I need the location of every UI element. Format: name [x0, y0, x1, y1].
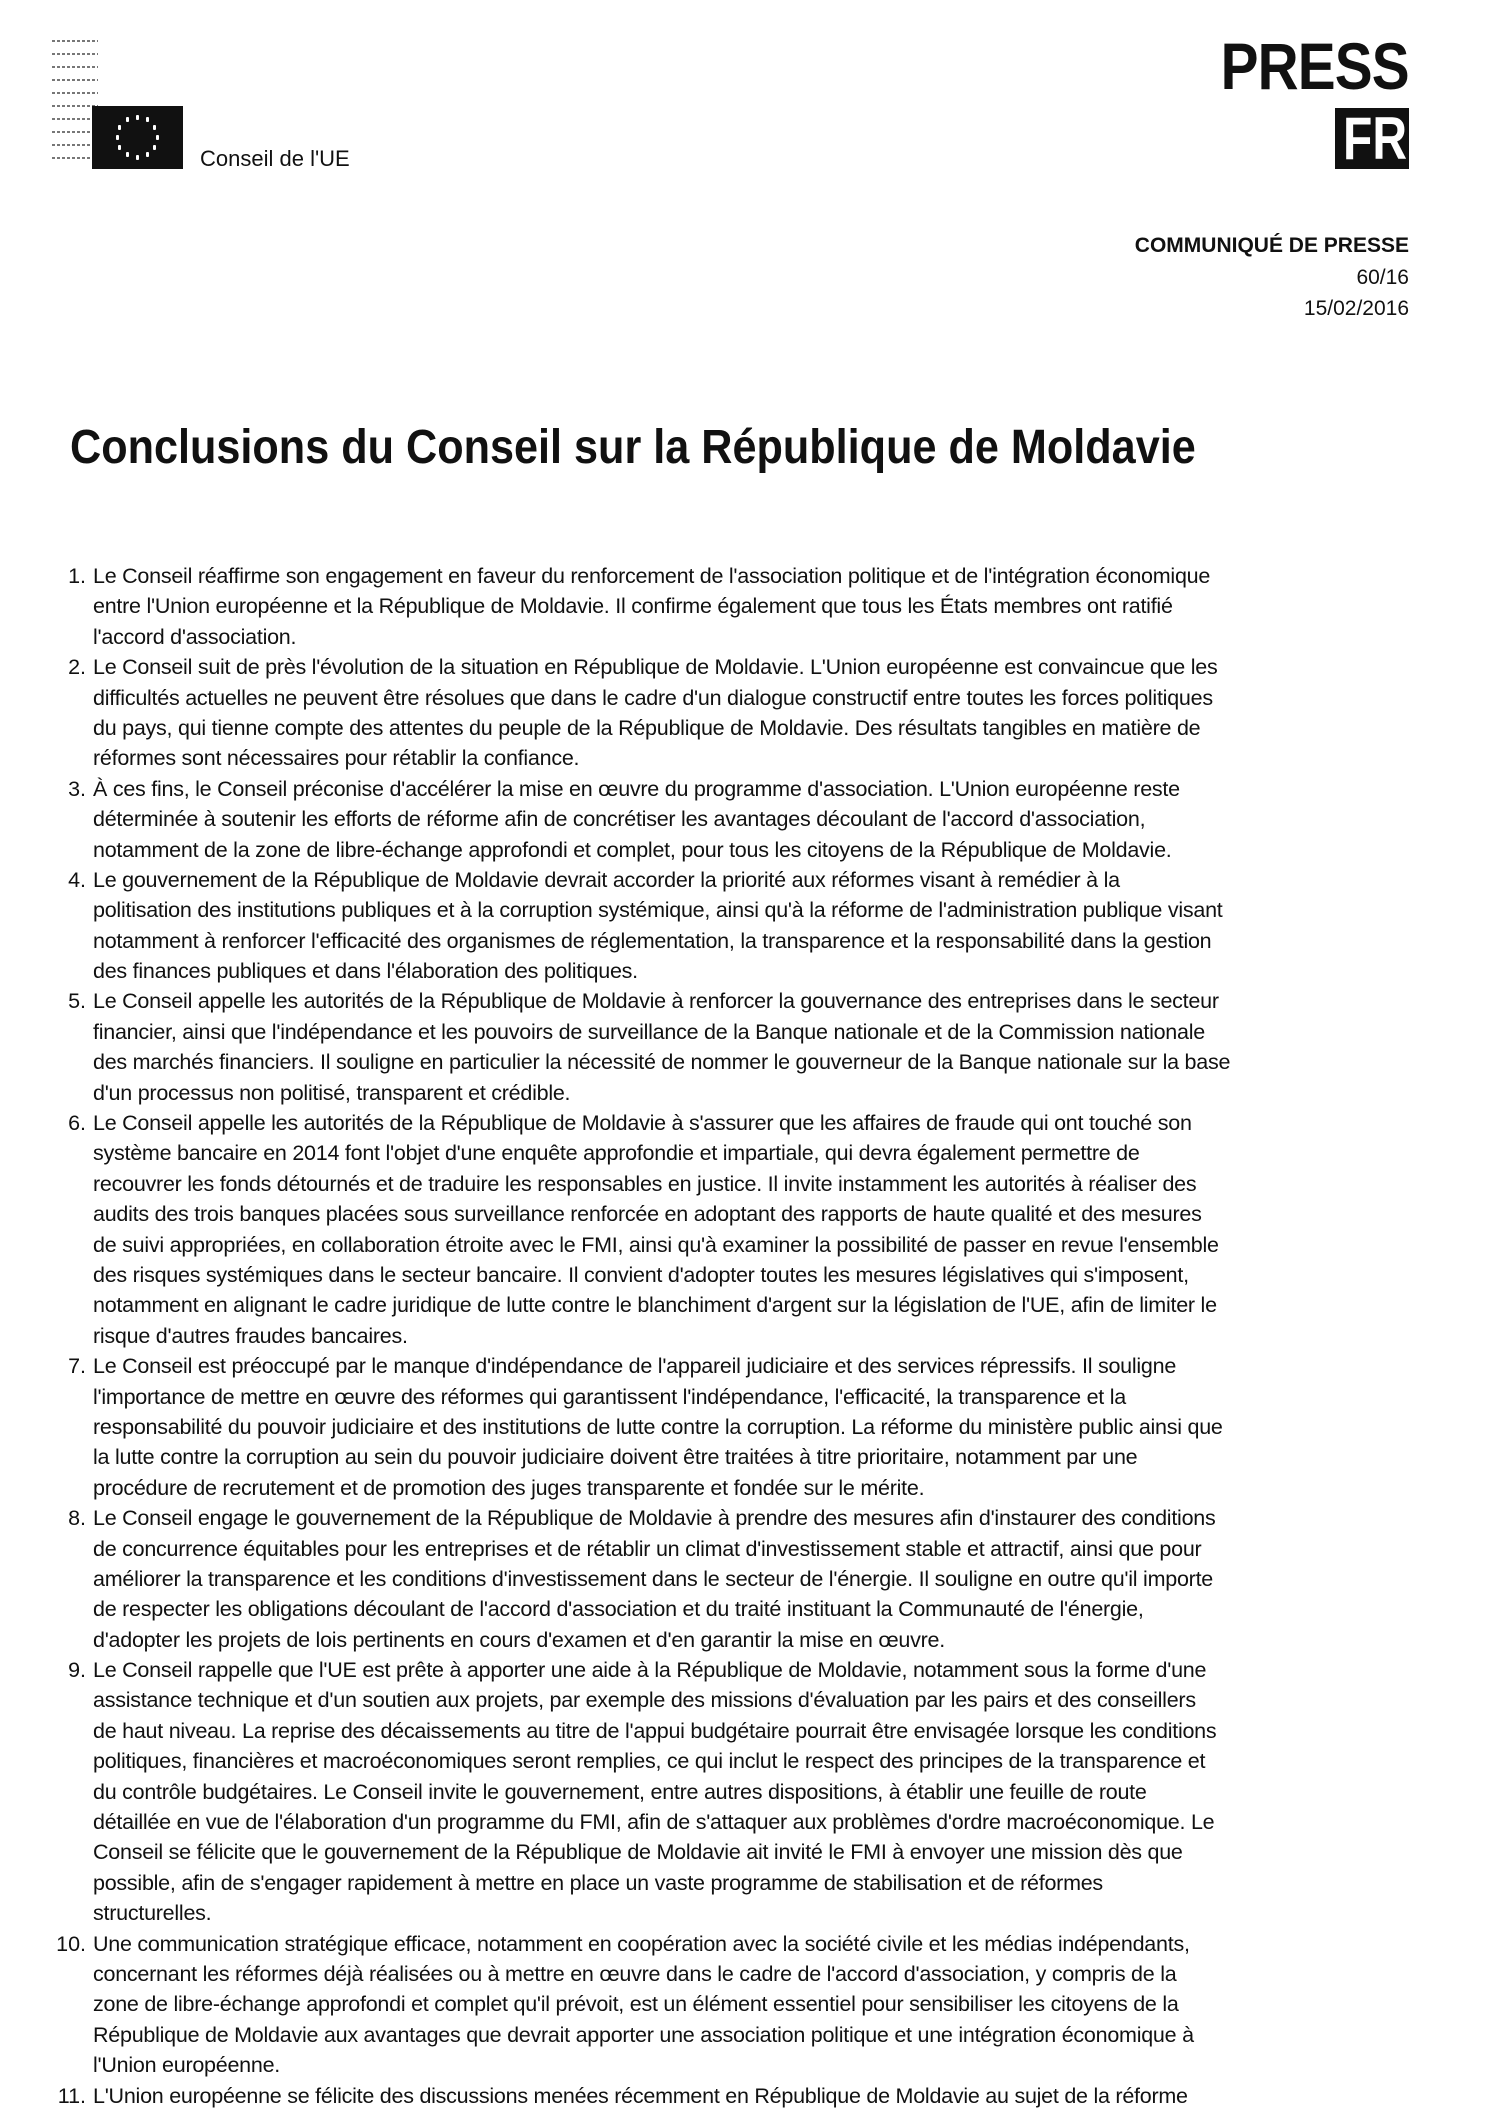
item-number: 8. — [68, 1506, 86, 1531]
list-item — [0, 1108, 1491, 1351]
document-date: 15/02/2016 — [1303, 297, 1409, 320]
item-number: 7. — [68, 1354, 86, 1379]
item-text-line: de haut niveau. La reprise des décaissements au titre de l'appui budgétaire pourrait être envisagée lorsque les conditions — [93, 1718, 1217, 1743]
list-item — [0, 986, 1491, 1108]
item-text-line: concernant les réformes déjà réalisées ou à mettre en œuvre dans le cadre de l'accord d'association, y compris de la — [93, 1961, 1177, 1986]
item-text-line: Le Conseil est préoccupé par le manque d'indépendance de l'appareil judiciaire et des services répressifs. Il souligne — [93, 1354, 1177, 1379]
document-number: 60/16 — [1356, 266, 1409, 289]
item-text-line: Le Conseil réaffirme son engagement en faveur du renforcement de l'association politique et de l'intégration économique — [93, 564, 1211, 588]
item-text-line: notamment en alignant le cadre juridique de lutte contre le blanchiment d'argent sur la législation de l'UE, afin de limiter le — [93, 1293, 1217, 1318]
item-text-line: Une communication stratégique efficace, notamment en coopération avec la société civile et les médias indépendants, — [93, 1931, 1190, 1956]
document-type: COMMUNIQUÉ DE PRESSE — [1134, 234, 1409, 257]
item-number: 10. — [56, 1931, 86, 1956]
item-number: 3. — [68, 776, 86, 801]
item-text-line: entre l'Union européenne et la République de Moldavie. Il confirme également que tous les États membres ont ratifié — [93, 594, 1173, 619]
item-text-line: réformes sont nécessaires pour rétablir la confiance. — [93, 746, 580, 771]
list-item — [0, 865, 1491, 987]
item-text-line: des marchés financiers. Il souligne en particulier la nécessité de nommer le gouverneur de la Banque nationale sur la base — [93, 1050, 1231, 1075]
eu-flag-icon — [92, 106, 183, 169]
conclusions-list — [0, 561, 1491, 2111]
item-number: 1. — [68, 564, 86, 588]
item-text-line: l'accord d'association. — [93, 624, 297, 649]
item-text-line: de respecter les obligations découlant de l'accord d'association et du traité instituant la Communauté de l'énergie, — [93, 1597, 1144, 1622]
list-item — [0, 2081, 1491, 2111]
organization-name: Conseil de l'UE — [200, 146, 350, 171]
list-item — [0, 1655, 1491, 1929]
item-text-line: Le Conseil engage le gouvernement de la République de Moldavie à prendre des mesures afin d'instaurer des conditions — [93, 1506, 1216, 1531]
list-item — [0, 652, 1491, 774]
item-text-line: l'importance de mettre en œuvre des réformes qui garantissent l'indépendance, l'efficacité, la transparence et la — [93, 1384, 1126, 1409]
item-text-line: l'Union européenne. — [93, 2053, 281, 2078]
item-text-line: Le Conseil appelle les autorités de la République de Moldavie à renforcer la gouvernance des entreprises dans le secteur — [93, 989, 1219, 1014]
item-text-line: des finances publiques et dans l'élaboration des politiques. — [93, 959, 638, 984]
item-text-line: Le Conseil appelle les autorités de la République de Moldavie à s'assurer que les affaires de fraude qui ont touché son — [93, 1111, 1192, 1136]
list-item — [0, 561, 1491, 652]
list-item — [0, 1503, 1491, 1655]
item-text-line: système bancaire en 2014 font l'objet d'une enquête approfondie et impartiale, qui devra également permettre de — [93, 1141, 1140, 1166]
item-number: 4. — [68, 867, 86, 892]
item-text-line: République de Moldavie aux avantages que devrait apporter une association politique et une intégration économique à — [93, 2022, 1194, 2047]
item-text-line: du contrôle budgétaires. Le Conseil invite le gouvernement, entre autres dispositions, à établir une feuille de route — [93, 1779, 1147, 1804]
item-text-line: recouvrer les fonds détournés et de traduire les responsables en justice. Il invite instamment les autorités à réaliser des — [93, 1171, 1197, 1196]
press-label: PRESS — [1220, 29, 1409, 103]
page-title: Conclusions du Conseil sur la République de Moldavie — [70, 421, 1196, 474]
item-text-line: responsabilité du pouvoir judiciaire et des institutions de lutte contre la corruption. La réforme du ministère public ainsi que — [93, 1414, 1223, 1439]
language-badge — [1335, 105, 1409, 172]
item-text-line: de suivi appropriées, en collaboration étroite avec le FMI, ainsi qu'à examiner la possibilité de passer en revue l'ensemble — [93, 1232, 1219, 1257]
item-number: 6. — [68, 1111, 86, 1136]
item-text-line: améliorer la transparence et les conditions d'investissement dans le secteur de l'énergie. Il souligne en outre qu'il importe — [93, 1566, 1213, 1591]
item-text-line: d'adopter les projets de lois pertinents en cours d'examen et d'en garantir la mise en œuvre. — [93, 1627, 945, 1652]
language-code: FR — [1342, 105, 1407, 172]
item-text-line: notamment de la zone de libre-échange approfondi et complet, pour tous les citoyens de la République de Moldavie. — [93, 837, 1172, 862]
item-text-line: du pays, qui tienne compte des attentes du peuple de la République de Moldavie. Des résultats tangibles en matière de — [93, 715, 1201, 740]
item-text-line: procédure de recrutement et de promotion des juges transparente et fondée sur le mérite. — [93, 1475, 925, 1500]
item-text-line: assistance technique et d'un soutien aux projets, par exemple des missions d'évaluation par les pairs et des conseillers — [93, 1688, 1196, 1713]
item-number: 11. — [57, 2083, 86, 2108]
item-text-line: Le Conseil suit de près l'évolution de la situation en République de Moldavie. L'Union européenne est convaincue que les — [93, 655, 1218, 680]
item-text-line: déterminée à soutenir les efforts de réforme afin de concrétiser les avantages découlant de l'accord d'association, — [93, 807, 1146, 832]
item-text-line: politiques, financières et macroéconomiques seront remplies, ce qui inclut le respect des principes de la transparence et — [93, 1749, 1206, 1774]
item-text-line: zone de libre-échange approfondi et complet qu'il prévoit, est un élément essentiel pour sensibiliser les citoyens de la — [93, 1992, 1179, 2017]
item-number: 5. — [68, 989, 86, 1014]
item-text-line: d'un processus non politisé, transparent et crédible. — [93, 1080, 571, 1105]
item-text-line: difficultés actuelles ne peuvent être résolues que dans le cadre d'un dialogue constructif entre toutes les forces politiques — [93, 685, 1213, 710]
item-text-line: Le Conseil rappelle que l'UE est prête à apporter une aide à la République de Moldavie, notamment sous la forme d'une — [93, 1658, 1207, 1683]
list-item — [0, 1929, 1491, 2081]
item-text-line: Conseil se félicite que le gouvernement de la République de Moldavie ait invité le FMI à envoyer une mission dès que — [93, 1840, 1183, 1865]
item-text-line: financier, ainsi que l'indépendance et les pouvoirs de surveillance de la Banque nationale et de la Commission nationale — [93, 1019, 1205, 1044]
item-text-line: possible, afin de s'engager rapidement à mettre en place un vaste programme de stabilisation et de réformes — [93, 1870, 1103, 1895]
item-text-line: structurelles. — [93, 1901, 212, 1926]
item-text-line: la lutte contre la corruption au sein du pouvoir judiciaire doivent être traitées à titre prioritaire, notamment par une — [93, 1445, 1138, 1470]
item-text-line: Le gouvernement de la République de Moldavie devrait accorder la priorité aux réformes visant à remédier à la — [93, 867, 1120, 892]
item-number: 2. — [68, 655, 86, 680]
item-text-line: risque d'autres fraudes bancaires. — [93, 1323, 408, 1348]
item-text-line: détaillée en vue de l'élaboration d'un programme du FMI, afin de s'attaquer aux problèmes d'ordre macroéconomique. Le — [93, 1810, 1215, 1835]
list-item — [0, 774, 1491, 865]
item-text-line: L'Union européenne se félicite des discussions menées récemment en République de Moldavie au sujet de la réforme — [93, 2083, 1188, 2108]
item-number: 9. — [68, 1658, 86, 1683]
item-text-line: politisation des institutions publiques et à la corruption systémique, ainsi qu'à la réforme de l'administration publique visant — [93, 898, 1223, 923]
item-text-line: notamment à renforcer l'efficacité des organismes de réglementation, la transparence et la responsabilité dans la gestion — [93, 928, 1212, 953]
item-text-line: des risques systémiques dans le secteur bancaire. Il convient d'adopter toutes les mesures législatives qui s'imposent, — [93, 1262, 1189, 1287]
item-text-line: À ces fins, le Conseil préconise d'accélérer la mise en œuvre du programme d'association. L'Union européenne reste — [93, 776, 1180, 801]
item-text-line: de concurrence équitables pour les entreprises et de rétablir un climat d'investissement stable et attractif, ainsi que pour — [93, 1536, 1202, 1561]
list-item — [0, 1351, 1491, 1503]
item-text-line: audits des trois banques placées sous surveillance renforcée en adoptant des rapports de haute qualité et des mesures — [93, 1202, 1202, 1227]
